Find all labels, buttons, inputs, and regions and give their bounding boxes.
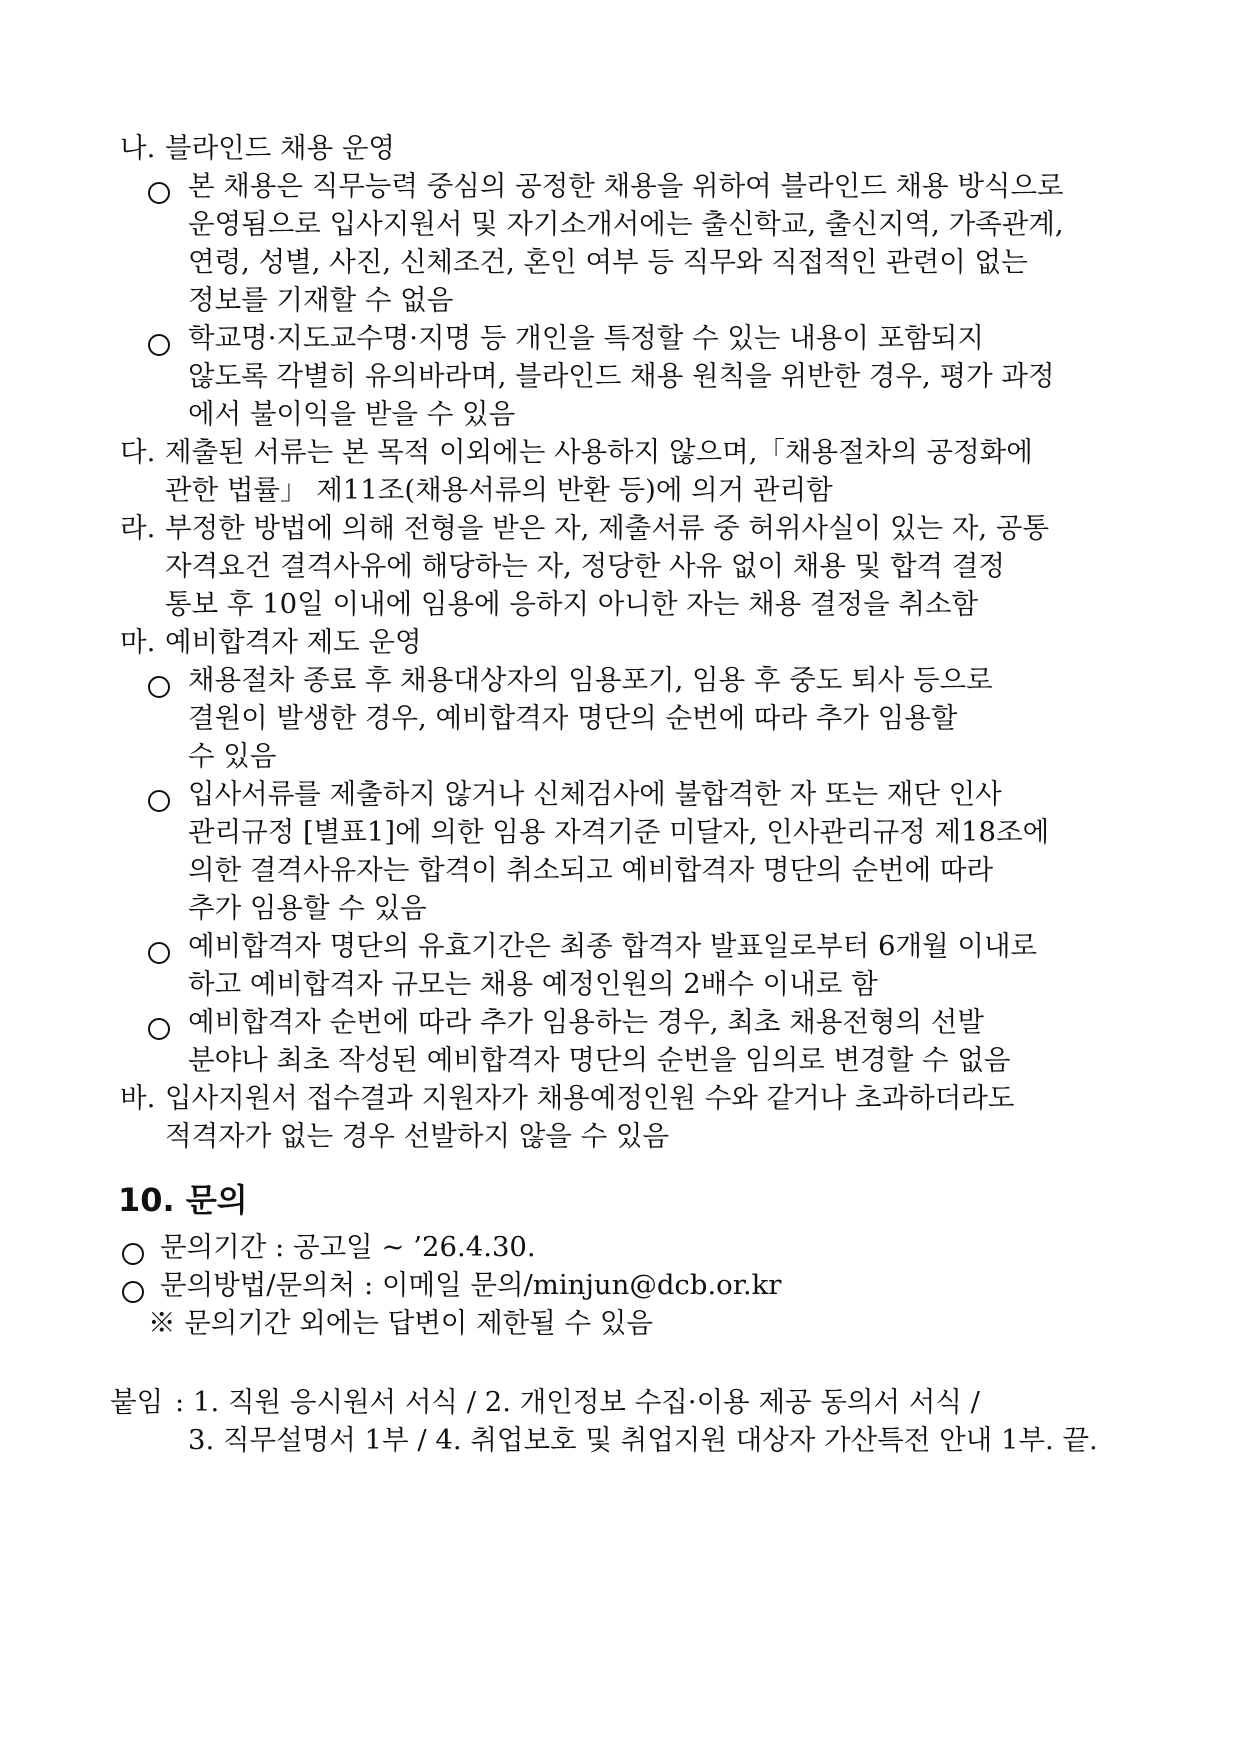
item-da-line: 제출된 서류는 본 목적 이외에는 사용하지 않으며,「채용절차의 공정화에 <box>165 436 1033 468</box>
bullet-line: 않도록 각별히 유의바라며, 블라인드 채용 원칙을 위반한 경우, 평가 과정 <box>188 360 1055 392</box>
section-10-heading: 10. 문의 <box>118 1181 248 1219</box>
item-ma-title: 예비합격자 제도 운영 <box>165 626 422 658</box>
item-ra-line: 부정한 방법에 의해 전형을 받은 자, 제출서류 중 허위사실이 있는 자, 공통 <box>165 512 1050 544</box>
hollow-circle-bullet-icon <box>148 334 170 356</box>
hollow-circle-bullet-icon <box>148 676 170 698</box>
inquiry-period: 문의기간 : 공고일 ~ ’26.4.30. <box>160 1231 536 1263</box>
bullet-line: 관리규정 [별표1]에 의한 임용 자격기준 미달자, 인사관리규정 제18조에 <box>188 816 1050 848</box>
item-ba-marker: 바. <box>120 1082 156 1114</box>
inquiry-method: 문의방법/문의처 : 이메일 문의/minjun@dcb.or.kr <box>160 1269 782 1301</box>
bullet-line: 학교명·지도교수명·지명 등 개인을 특정할 수 있는 내용이 포함되지 <box>188 322 984 354</box>
bullet-line: 운영됨으로 입사지원서 및 자기소개서에는 출신학교, 출신지역, 가족관계, <box>188 208 1064 240</box>
bullet-line: 추가 임용할 수 있음 <box>188 892 427 924</box>
attachment-line: 3. 직무설명서 1부 / 4. 취업보호 및 취업지원 대상자 가산특전 안내 1부. 끝. <box>188 1424 1098 1456</box>
bullet-line: 채용절차 종료 후 채용대상자의 임용포기, 임용 후 중도 퇴사 등으로 <box>188 664 993 696</box>
item-ra-line: 통보 후 10일 이내에 임용에 응하지 아니한 자는 채용 결정을 취소함 <box>165 588 979 620</box>
bullet-line: 정보를 기재할 수 없음 <box>188 284 454 316</box>
item-ra-marker: 라. <box>120 512 156 544</box>
bullet-line: 결원이 발생한 경우, 예비합격자 명단의 순번에 따라 추가 임용할 <box>188 702 958 734</box>
bullet-line: 예비합격자 명단의 유효기간은 최종 합격자 발표일로부터 6개월 이내로 <box>188 930 1038 962</box>
item-da-line: 관한 법률」 제11조(채용서류의 반환 등)에 의거 관리함 <box>165 474 833 506</box>
hollow-circle-bullet-icon <box>148 1018 170 1040</box>
bullet-line: 에서 불이익을 받을 수 있음 <box>188 398 516 430</box>
bullet-line: 수 있음 <box>188 740 277 772</box>
item-ma-marker: 마. <box>120 626 156 658</box>
item-ba-line: 적격자가 없는 경우 선발하지 않을 수 있음 <box>165 1120 670 1152</box>
item-ba-line: 입사지원서 접수결과 지원자가 채용예정인원 수와 같거나 초과하더라도 <box>165 1082 1015 1114</box>
bullet-line: 연령, 성별, 사진, 신체조건, 혼인 여부 등 직무와 직접적인 관련이 없는 <box>188 246 1028 278</box>
attachment-label: 붙임 <box>110 1386 164 1418</box>
hollow-circle-bullet-icon <box>148 790 170 812</box>
attachment-line: : 1. 직원 응시원서 서식 / 2. 개인정보 수집·이용 제공 동의서 서식 / <box>175 1386 980 1418</box>
bullet-line: 입사서류를 제출하지 않거나 신체검사에 불합격한 자 또는 재단 인사 <box>188 778 1002 810</box>
bullet-line: 의한 결격사유자는 합격이 취소되고 예비합격자 명단의 순번에 따라 <box>188 854 994 886</box>
item-ra-line: 자격요건 결격사유에 해당하는 자, 정당한 사유 없이 채용 및 합격 결정 <box>165 550 1005 582</box>
bullet-line: 예비합격자 순번에 따라 추가 임용하는 경우, 최초 채용전형의 선발 <box>188 1006 984 1038</box>
item-na-marker: 나. <box>120 132 156 164</box>
bullet-line: 본 채용은 직무능력 중심의 공정한 채용을 위하여 블라인드 채용 방식으로 <box>188 170 1064 202</box>
bullet-line: 하고 예비합격자 규모는 채용 예정인원의 2배수 이내로 함 <box>188 968 878 1000</box>
hollow-circle-bullet-icon <box>122 1281 144 1303</box>
inquiry-note: ※ 문의기간 외에는 답변이 제한될 수 있음 <box>148 1307 653 1339</box>
item-da-marker: 다. <box>120 436 156 468</box>
hollow-circle-bullet-icon <box>148 942 170 964</box>
bullet-line: 분야나 최초 작성된 예비합격자 명단의 순번을 임의로 변경할 수 없음 <box>188 1044 1011 1076</box>
hollow-circle-bullet-icon <box>148 182 170 204</box>
hollow-circle-bullet-icon <box>122 1243 144 1265</box>
item-na-title: 블라인드 채용 운영 <box>165 132 396 164</box>
